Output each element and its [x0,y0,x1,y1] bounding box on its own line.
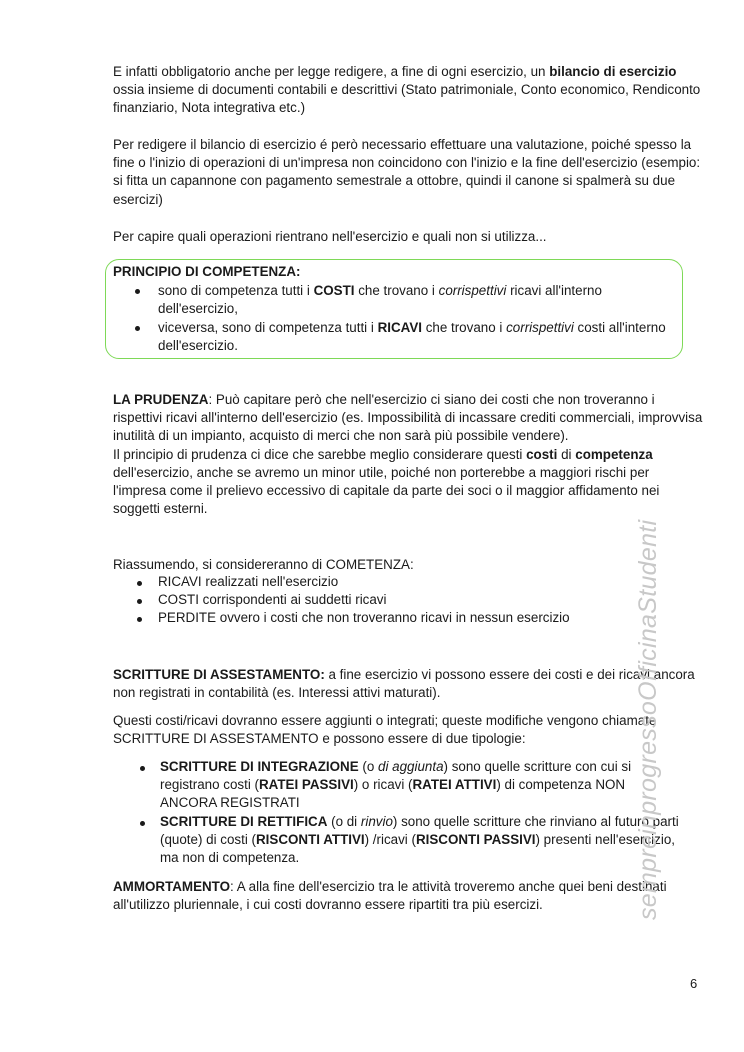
bullet-icon [140,766,145,771]
tipologie-paragraph: Questi costi/ricavi dovranno essere aggiunti o integrati; queste modifiche vengono chiamate SCRITTURE DI ASSESTAMENTO e possono essere di due tipologie: [113,713,657,747]
competenza-title: PRINCIPIO DI COMPETENZA: [113,264,301,279]
operazioni-paragraph: Per capire quali operazioni rientrano nell'esercizio e quali non si utilizza... [113,229,547,244]
riassunto-item: RICAVI realizzati nell'esercizio [158,574,339,589]
bullet-icon [137,581,142,586]
bullet-icon [140,821,145,826]
ammortamento-paragraph: AMMORTAMENTO: A alla fine dell'esercizio tra le attività troveremo anche quei beni destinati all'utilizzo pluriennale, i cui costi dovranno essere ripartiti tra più esercizi. [113,879,667,913]
bullet-icon [137,599,142,604]
page-number: 6 [690,976,698,991]
valutazione-paragraph: Per redigere il bilancio di esercizio é però necessario effettuare una valutazione, poiché spesso la fine o l'inizio di operazioni di un'impresa non coincidono con l'inizio e la fine dell'esercizio (esempio: si fitta un capannone con pagamento semestrale a ottobre, quindi il canone si spalmerà su due esercizi) [113,137,701,207]
assestamento-paragraph: SCRITTURE DI ASSESTAMENTO: a fine esercizio vi possono essere dei costi e dei ricavi ancora non registrati in contabilità (es. Interessi attivi maturati). [113,667,695,701]
bullet-icon [137,617,142,622]
intro-paragraph: E infatti obbligatorio anche per legge redigere, a fine di ogni esercizio, un bilancio di esercizio ossia insieme di documenti contabili e descrittivi (Stato patrimoniale, Conto economico, Rendiconto finanziario, Nota integrativa etc.) [113,64,701,116]
riassunto-item: COSTI corrispondenti ai suddetti ricavi [158,592,387,607]
bullet-icon [135,326,140,331]
bullet-icon [135,289,140,294]
competenza-item-ricavi: viceversa, sono di competenza tutti i RICAVI che trovano i corrispettivi costi all'interno dell'esercizio. [158,320,666,354]
riassunto-intro: Riassumendo, si considereranno di COMETENZA: [113,557,414,572]
prudenza-paragraph: LA PRUDENZA: Può capitare però che nell'esercizio ci siano dei costi che non troveranno i rispettivi ricavi all'interno dell'esercizio (es. Impossibilità di incassare crediti commerciali, improvvisa inutilità di un impianto, acquisto di merci che non sarà più possibile vendere). Il principio di prudenza ci dice che sarebbe meglio considerare questi costi di competenza dell'esercizio, anche se avremo un minor utile, poiché non porterebbe a maggiori rischi per l'impresa come il prelievo eccessivo di capitale da parte dei soci o il maggior affidamento nei soggetti esterni. [113,392,703,517]
competenza-item-costi: sono di competenza tutti i COSTI che trovano i corrispettivi ricavi all'interno dell'esercizio, [158,283,602,317]
rettifica-item: SCRITTURE DI RETTIFICA (o di rinvio) sono quelle scritture che rinviano al futuro parti (quote) di costi (RISCONTI ATTIVI) /ricavi (RISCONTI PASSIVI) presenti nell'esercizio, ma non di competenza. [160,814,679,866]
riassunto-item: PERDITE ovvero i costi che non troveranno ricavi in nessun esercizio [158,610,570,625]
integrazione-item: SCRITTURE DI INTEGRAZIONE (o di aggiunta) sono quelle scritture con cui si registrano costi (RATEI PASSIVI) o ricavi (RATEI ATTIVI) di competenza NON ANCORA REGISTRATI [160,759,632,811]
watermark: sempreinprogressoOfficinaStudenti [634,519,662,920]
